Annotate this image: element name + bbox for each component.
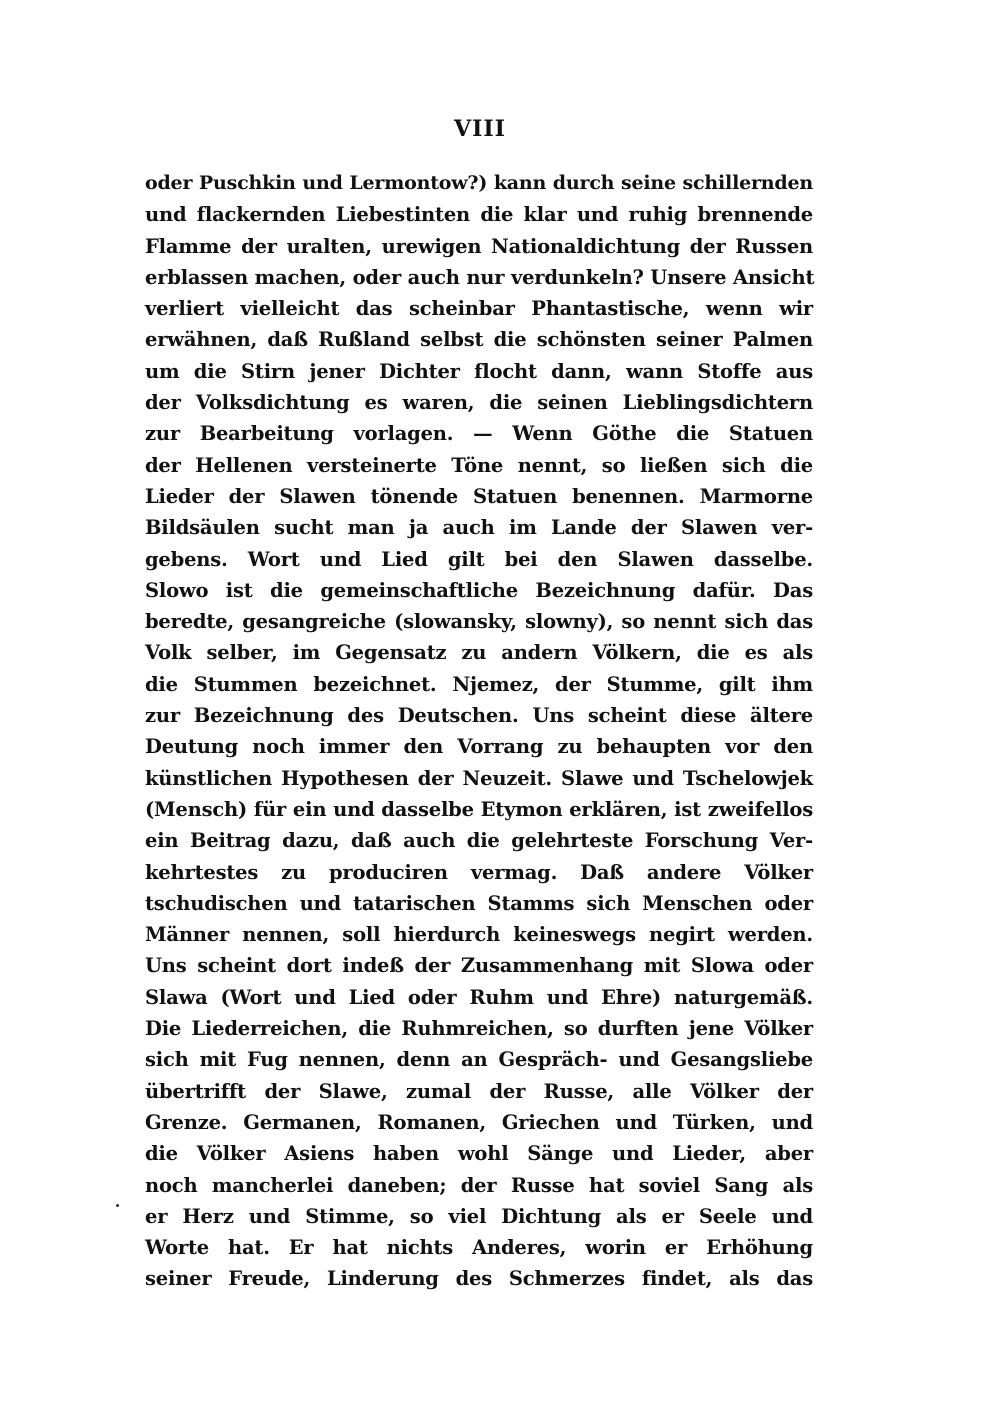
scan-speck — [116, 1204, 119, 1207]
text-line: der Volksdichtung es waren, die seinen Lieblingsdichtern — [145, 391, 813, 415]
text-line: Uns scheint dort indeß der Zusammenhang mit Slowa oder — [145, 954, 813, 978]
text-line: die Stummen bezeichnet. Njemez, der Stumme, gilt ihm — [145, 672, 813, 696]
body-text — [145, 168, 813, 1295]
text-line: ein Beitrag dazu, daß auch die gelehrteste Forschung Ver- — [145, 829, 813, 853]
text-line: sich mit Fug nennen, denn an Gespräch- und Gesangsliebe — [145, 1048, 813, 1072]
text-line: der Hellenen versteinerte Töne nennt, so ließen sich die — [145, 453, 813, 477]
page-number: VIII — [454, 116, 506, 142]
text-line: erwähnen, daß Rußland selbst die schönsten seiner Palmen — [145, 328, 813, 352]
text-line: tschudischen und tatarischen Stamms sich Menschen oder — [145, 891, 813, 915]
text-line: und flackernden Liebestinten die klar und ruhig brennende — [145, 203, 813, 227]
text-line: verliert vielleicht das scheinbar Phantastische, wenn wir — [145, 297, 813, 321]
text-line: beredte, gesangreiche (slowansky, slowny), so nennt sich das — [145, 610, 813, 634]
text-line: Flamme der uralten, urewigen Nationaldichtung der Russen — [145, 234, 813, 258]
text-line: erblassen machen, oder auch nur verdunkeln? Unsere Ansicht — [145, 265, 815, 289]
text-line: Slowo ist die gemeinschaftliche Bezeichnung dafür. Das — [145, 578, 813, 602]
text-line: die Völker Asiens haben wohl Sänge und Lieder, aber — [145, 1142, 813, 1166]
text-line: um die Stirn jener Dichter flocht dann, wann Stoffe aus — [145, 359, 813, 383]
text-line: kehrtestes zu produciren vermag. Daß andere Völker — [145, 860, 813, 884]
text-line: übertrifft der Slawe, zumal der Russe, alle Völker der — [145, 1079, 813, 1103]
text-line: künstlichen Hypothesen der Neuzeit. Slawe und Tschelowjek — [145, 766, 813, 790]
text-line: noch mancherlei daneben; der Russe hat soviel Sang als — [145, 1173, 813, 1197]
text-line: seiner Freude, Linderung des Schmerzes findet, als das — [145, 1267, 813, 1291]
text-line: Deutung noch immer den Vorrang zu behaupten vor den — [145, 735, 813, 759]
text-line: Volk selber, im Gegensatz zu andern Völkern, die es als — [145, 641, 813, 665]
text-line: er Herz und Stimme, so viel Dichtung als er Seele und — [145, 1204, 813, 1228]
text-line: gebens. Wort und Lied gilt bei den Slawen dasselbe. — [145, 547, 813, 571]
text-line: Lieder der Slawen tönende Statuen benennen. Marmorne — [145, 484, 813, 508]
text-line: oder Puschkin und Lermontow?) kann durch seine schillernden — [145, 172, 813, 194]
text-line: Slawa (Wort und Lied oder Ruhm und Ehre) naturgemäß. — [145, 985, 813, 1009]
text-line: Die Liederreichen, die Ruhmreichen, so durften jene Völker — [145, 1017, 813, 1041]
text-line: Grenze. Germanen, Romanen, Griechen und Türken, und — [145, 1110, 813, 1134]
text-line: Männer nennen, soll hierdurch keineswegs negirt werden. — [145, 923, 813, 947]
text-line: Worte hat. Er hat nichts Anderes, worin er Erhöhung — [145, 1236, 813, 1260]
text-line: Bildsäulen sucht man ja auch im Lande der Slawen ver- — [145, 516, 813, 540]
text-line: zur Bearbeitung vorlagen. — Wenn Göthe die Statuen — [145, 422, 813, 446]
text-line: (Mensch) für ein und dasselbe Etymon erklären, ist zweifellos — [145, 797, 813, 821]
text-line: zur Bezeichnung des Deutschen. Uns scheint diese ältere — [145, 704, 813, 728]
